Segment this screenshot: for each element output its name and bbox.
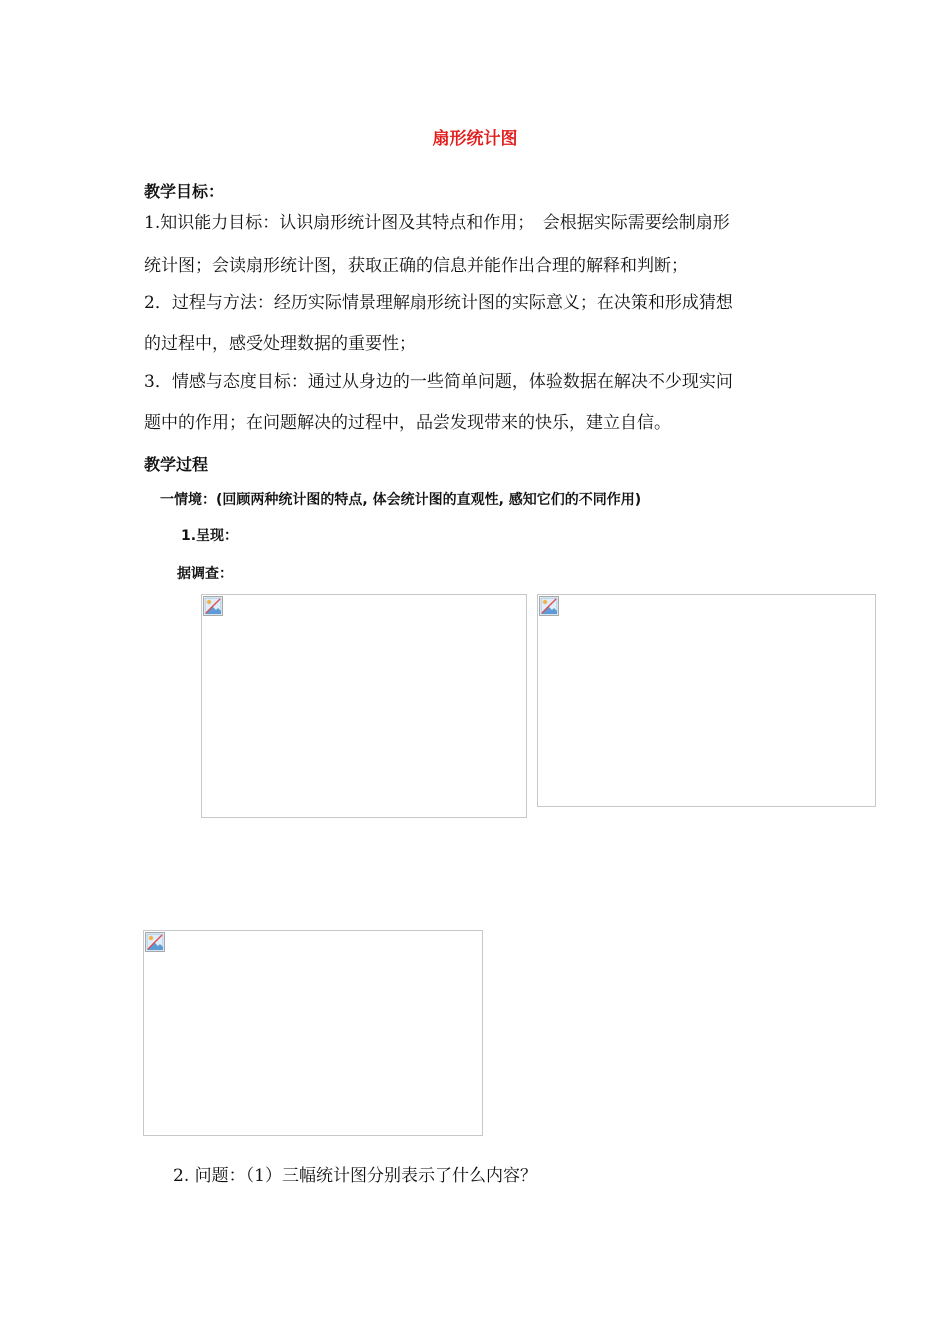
- objectives-heading: 教学目标：: [144, 182, 225, 201]
- chart-image-2: [537, 594, 876, 807]
- survey-label: 据调查：: [177, 566, 233, 582]
- broken-image-icon: [203, 596, 223, 616]
- objective-line-3: 2．过程与方法：经历实际情景理解扇形统计图的实际意义；在决策和形成猜想: [144, 293, 733, 313]
- objective-line-5: 3．情感与态度目标：通过从身边的一些简单问题，体验数据在解决不少现实问: [144, 372, 733, 392]
- situation-heading: 一情境：(回顾两种统计图的特点, 体会统计图的直观性, 感知它们的不同作用): [160, 492, 642, 508]
- objective-line-6: 题中的作用；在问题解决的过程中，品尝发现带来的快乐，建立自信。: [144, 413, 671, 433]
- question-line: 2. 问题：（1）三幅统计图分别表示了什么内容？: [173, 1166, 537, 1186]
- objective-line-4: 的过程中，感受处理数据的重要性；: [144, 334, 416, 354]
- chart-image-1: [201, 594, 527, 818]
- broken-image-icon: [145, 932, 165, 952]
- objective-line-1: 1.知识能力目标：认识扇形统计图及其特点和作用； 会根据实际需要绘制扇形: [144, 213, 730, 233]
- chart-image-3: [143, 930, 483, 1136]
- broken-image-icon: [539, 596, 559, 616]
- present-label: 1.呈现：: [181, 528, 239, 544]
- page-title: 扇形统计图: [432, 129, 518, 149]
- process-heading: 教学过程: [144, 455, 209, 474]
- objective-line-2: 统计图；会读扇形统计图，获取正确的信息并能作出合理的解释和判断；: [144, 256, 688, 276]
